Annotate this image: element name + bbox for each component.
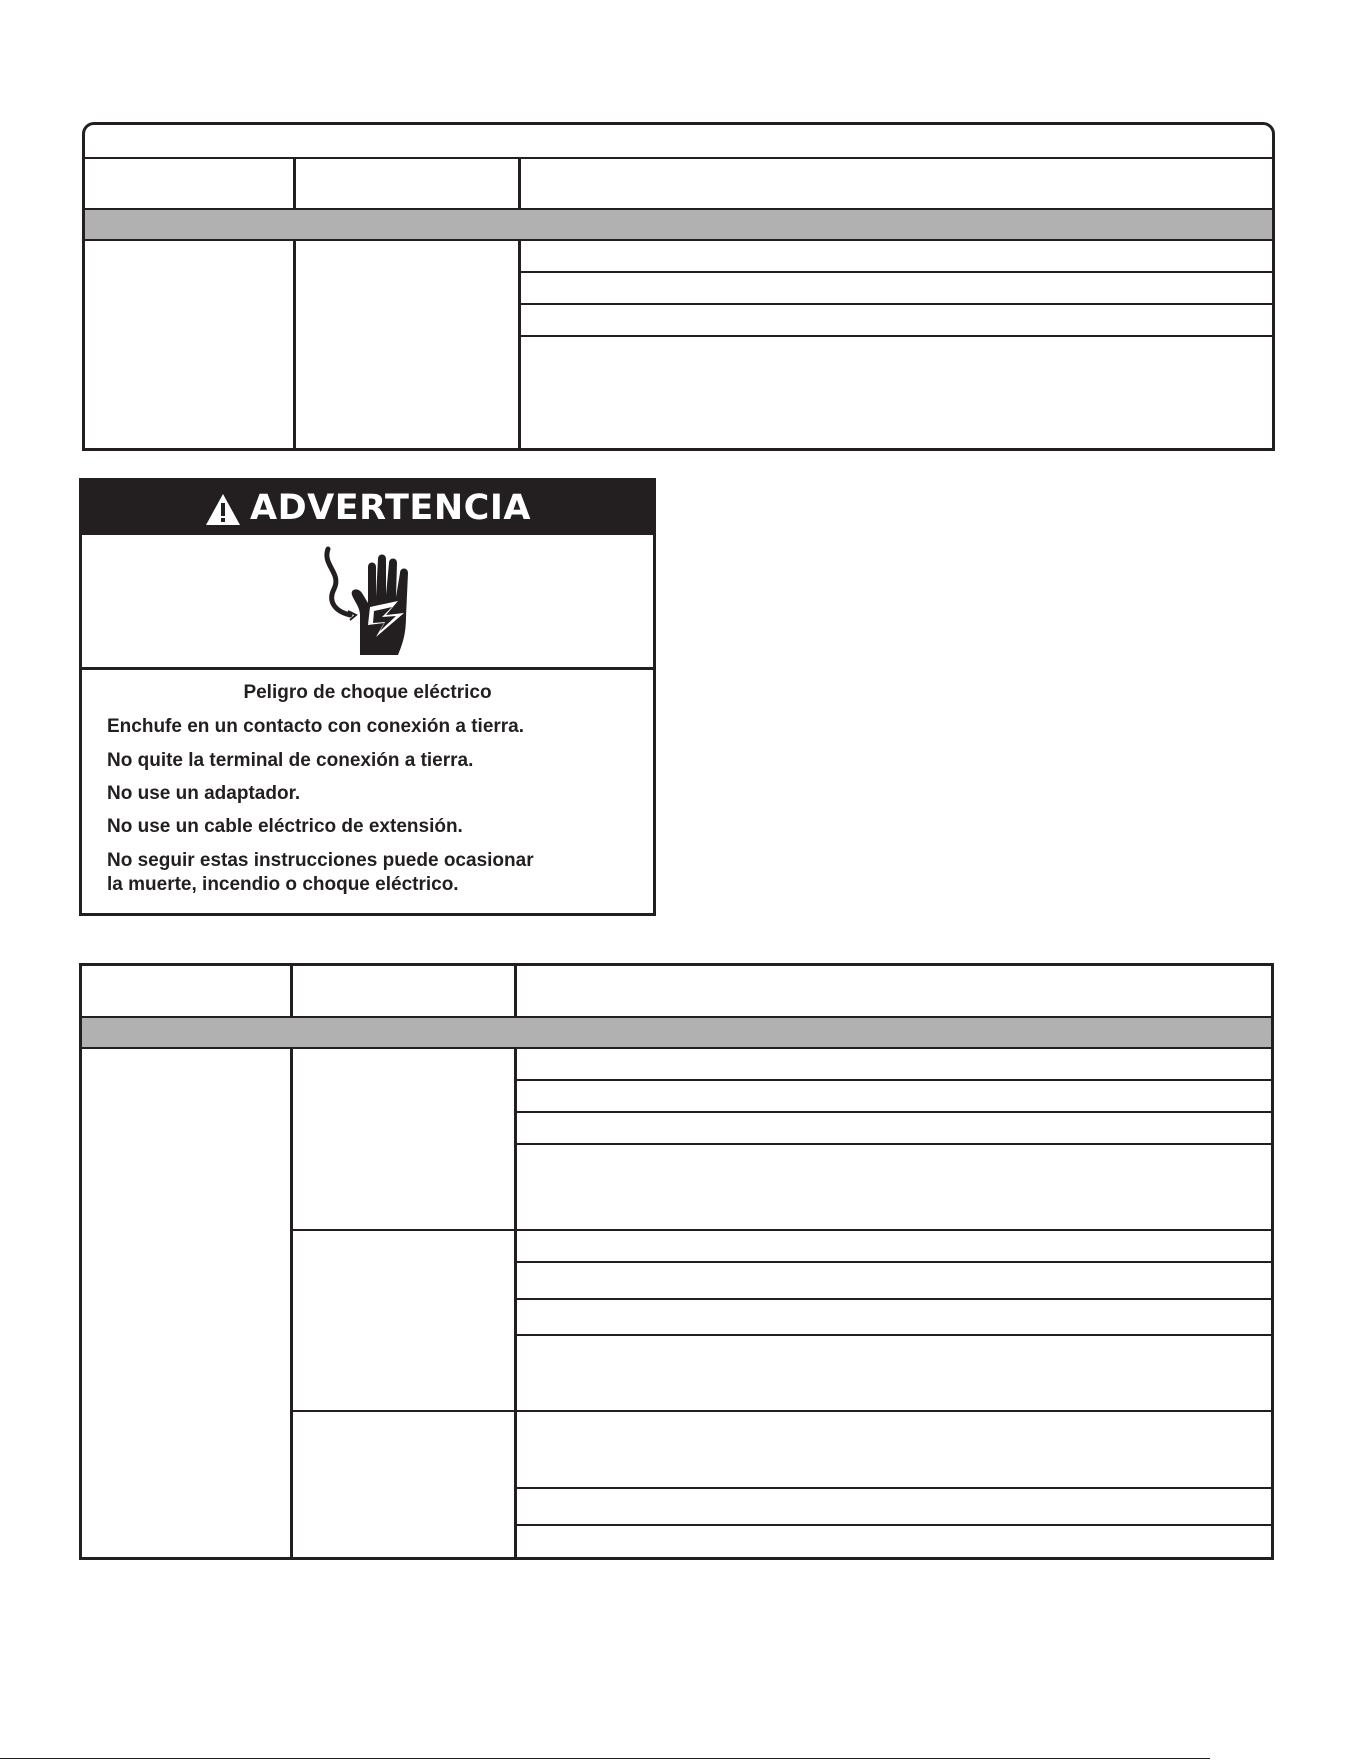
electric-shock-hand-icon — [312, 545, 432, 657]
table-2-row-divider — [514, 1298, 1274, 1300]
electric-shock-warning — [79, 478, 656, 916]
table-2-row-divider — [514, 1079, 1274, 1081]
table-2-band-top — [79, 1016, 1274, 1018]
table-2-row-divider — [514, 1111, 1274, 1113]
warning-heading: Peligro de choque eléctrico — [243, 682, 492, 703]
table-1-header-divider — [82, 157, 1275, 159]
warning-triangle-icon — [204, 481, 242, 535]
table-1-category-band — [85, 209, 1272, 239]
table-1-row-divider — [518, 335, 1275, 337]
table-2-col-divider-1-header — [290, 963, 293, 1017]
warning-line: Enchufe en un contacto con conexión a tierra. — [107, 716, 525, 737]
table-1-band-bottom — [82, 239, 1275, 241]
warning-line: No quite la terminal de conexión a tierra. — [107, 750, 474, 771]
warning-line: la muerte, incendio o choque eléctrico. — [107, 874, 459, 895]
table-2-row-divider — [514, 1524, 1274, 1526]
table-2-row-divider — [514, 1334, 1274, 1336]
table-1-band-top — [82, 208, 1275, 210]
table-2-category-band — [82, 1018, 1271, 1047]
warning-title: ADVERTENCIA — [250, 488, 531, 528]
table-1-row-divider — [518, 271, 1275, 273]
table-1-frame — [82, 122, 1275, 451]
warning-line: No use un cable eléctrico de extensión. — [107, 816, 463, 837]
table-2-col-divider-2-header — [514, 963, 517, 1017]
table-2-row-divider — [514, 1487, 1274, 1489]
table-2-band-bottom — [79, 1047, 1274, 1049]
warning-header — [82, 481, 653, 535]
table-2-row-divider — [514, 1261, 1274, 1263]
table-2-col-divider-2-body — [514, 1048, 517, 1560]
table-2-group-divider — [290, 1410, 1274, 1412]
footer-rule — [0, 1758, 1210, 1759]
table-1-col-divider-1-body — [293, 240, 296, 451]
table-2-col-divider-1-body — [290, 1048, 293, 1560]
table-1-col-divider-2-header — [518, 157, 521, 209]
warning-line: No seguir estas instrucciones puede ocasionar — [107, 850, 534, 871]
table-1-col-divider-1-header — [293, 157, 296, 209]
table-1-row-divider — [518, 303, 1275, 305]
warning-pictogram-area — [82, 535, 653, 670]
table-2-row-divider — [514, 1143, 1274, 1145]
table-2-group-divider — [290, 1229, 1274, 1231]
warning-line: No use un adaptador. — [107, 783, 301, 804]
